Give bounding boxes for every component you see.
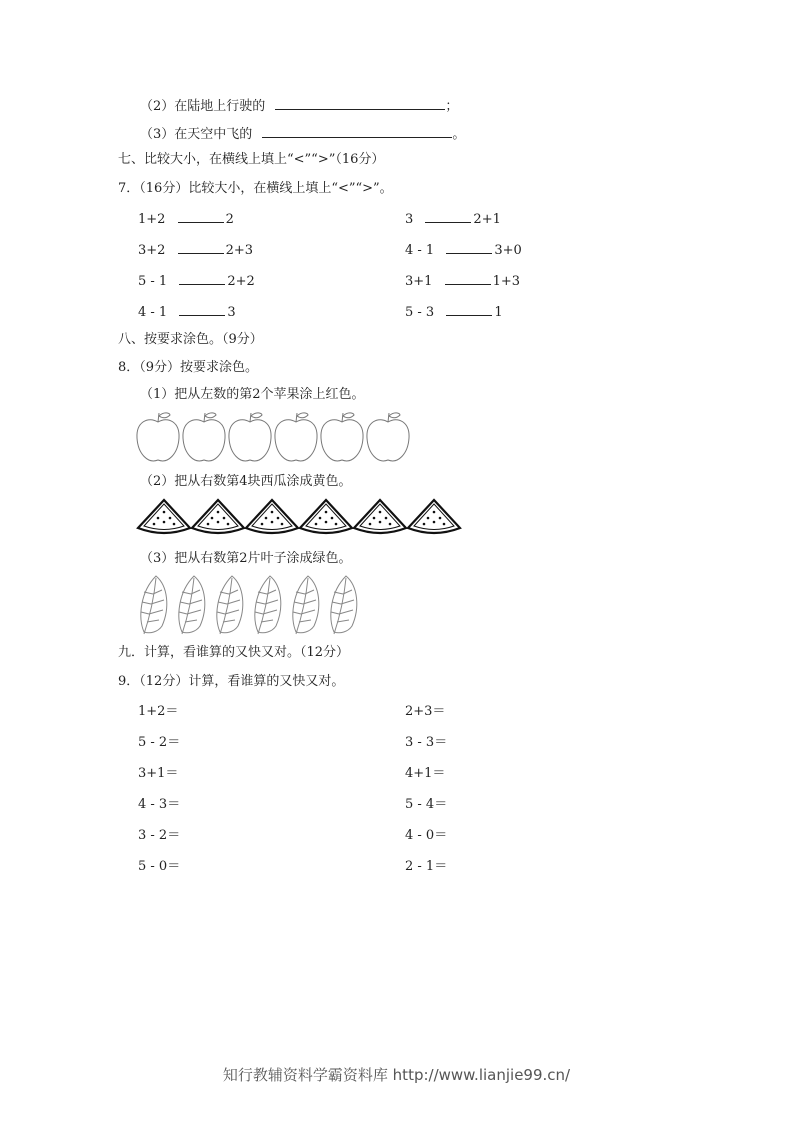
calc-item[interactable]: 4 - 0＝	[405, 828, 448, 843]
calc-item[interactable]: 1+2＝	[138, 704, 179, 719]
section-9-heading: 九．计算，看谁算的又快又对。（12分）	[118, 645, 350, 660]
calc-item[interactable]: 4 - 3＝	[138, 797, 181, 812]
leaf-icon[interactable]	[217, 576, 243, 634]
item-label: （3）在天空中飞的	[140, 127, 253, 142]
compare-right-operand: 2+2	[227, 274, 255, 289]
compare-blank[interactable]	[445, 272, 491, 285]
compare-row	[405, 272, 520, 290]
compare-row	[138, 241, 253, 259]
compare-row	[405, 303, 503, 321]
compare-right-operand: 2	[225, 212, 234, 227]
calc-item[interactable]: 2 - 1＝	[405, 859, 448, 874]
calc-item[interactable]: 5 - 4＝	[405, 797, 448, 812]
watermelon-row	[134, 494, 464, 540]
watermelon-slice-icon[interactable]	[300, 500, 352, 533]
section-7-heading: 七、比较大小，在横线上填上“<”“>”（16分）	[118, 152, 385, 167]
watermelon-slice-icon[interactable]	[138, 500, 190, 533]
compare-right-operand: 2+3	[225, 243, 254, 258]
leaf-icon[interactable]	[141, 576, 167, 634]
calc-item[interactable]: 5 - 2＝	[138, 735, 181, 750]
calc-item[interactable]: 2+3＝	[405, 704, 446, 719]
compare-right-operand: 2+1	[473, 212, 501, 227]
compare-left-operand: 3	[405, 212, 414, 227]
compare-blank[interactable]	[179, 303, 225, 316]
task-1-text: （1）把从左数的第2个苹果涂上红色。	[140, 387, 365, 402]
leaf-icon[interactable]	[293, 576, 319, 634]
apple-icon[interactable]	[367, 413, 409, 461]
compare-left-operand: 5 - 3	[405, 305, 435, 320]
calc-item[interactable]: 5 - 0＝	[138, 859, 181, 874]
apple-icon[interactable]	[321, 413, 363, 461]
answer-blank[interactable]	[275, 97, 445, 110]
calc-item[interactable]: 4+1＝	[405, 766, 446, 781]
compare-blank[interactable]	[178, 241, 224, 254]
compare-row	[138, 272, 255, 290]
leaf-icon[interactable]	[255, 576, 281, 634]
watermelon-slice-icon[interactable]	[354, 500, 406, 533]
watermelon-slice-icon[interactable]	[408, 500, 460, 533]
apple-row	[132, 410, 412, 466]
apple-icon[interactable]	[275, 413, 317, 461]
compare-left-operand: 5 - 1	[138, 274, 168, 289]
compare-left-operand: 4 - 1	[405, 243, 435, 258]
leaf-row	[134, 572, 374, 638]
compare-blank[interactable]	[178, 210, 224, 223]
compare-row	[138, 303, 236, 321]
question-6-item-3	[140, 125, 465, 143]
task-3-text: （3）把从右数第2片叶子涂成绿色。	[140, 551, 352, 566]
calc-item[interactable]: 3 - 2＝	[138, 828, 181, 843]
compare-right-operand: 1	[494, 305, 503, 320]
apple-icon[interactable]	[183, 413, 225, 461]
compare-right-operand: 3	[227, 305, 236, 320]
compare-blank[interactable]	[179, 272, 225, 285]
compare-right-operand: 1+3	[492, 274, 521, 289]
compare-right-operand: 3+0	[494, 243, 522, 258]
item-end: ；	[445, 99, 459, 114]
compare-left-operand: 1+2	[138, 212, 166, 227]
item-end: 。	[452, 127, 466, 142]
compare-left-operand: 3+2	[138, 243, 166, 258]
question-7-text: 7．（16分）比较大小，在横线上填上“<”“>”。	[118, 181, 393, 196]
compare-blank[interactable]	[446, 303, 492, 316]
compare-row	[405, 210, 501, 228]
compare-left-operand: 4 - 1	[138, 305, 168, 320]
compare-left-operand: 3+1	[405, 274, 433, 289]
task-2-text: （2）把从右数第4块西瓜涂成黄色。	[140, 474, 352, 489]
apple-icon[interactable]	[137, 413, 179, 461]
apple-icon[interactable]	[229, 413, 271, 461]
compare-blank[interactable]	[425, 210, 471, 223]
question-9-text: 9．（12分）计算，看谁算的又快又对。	[118, 674, 345, 689]
watermelon-slice-icon[interactable]	[246, 500, 298, 533]
leaf-icon[interactable]	[179, 576, 205, 634]
compare-row	[405, 241, 522, 259]
footer-watermark: 知行教辅资料学霸资料库 http://www.lianjie99.cn/	[222, 1066, 571, 1084]
watermelon-slice-icon[interactable]	[192, 500, 244, 533]
question-8-text: 8．（9分）按要求涂色。	[118, 360, 259, 375]
calc-item[interactable]: 3+1＝	[138, 766, 179, 781]
item-label: （2）在陆地上行驶的	[140, 99, 266, 114]
question-6-item-2	[140, 97, 458, 115]
leaf-icon[interactable]	[331, 576, 357, 634]
calc-item[interactable]: 3 - 3＝	[405, 735, 448, 750]
compare-blank[interactable]	[446, 241, 492, 254]
compare-row	[138, 210, 234, 228]
section-8-heading: 八、按要求涂色。（9分）	[118, 332, 263, 347]
answer-blank[interactable]	[262, 125, 452, 138]
